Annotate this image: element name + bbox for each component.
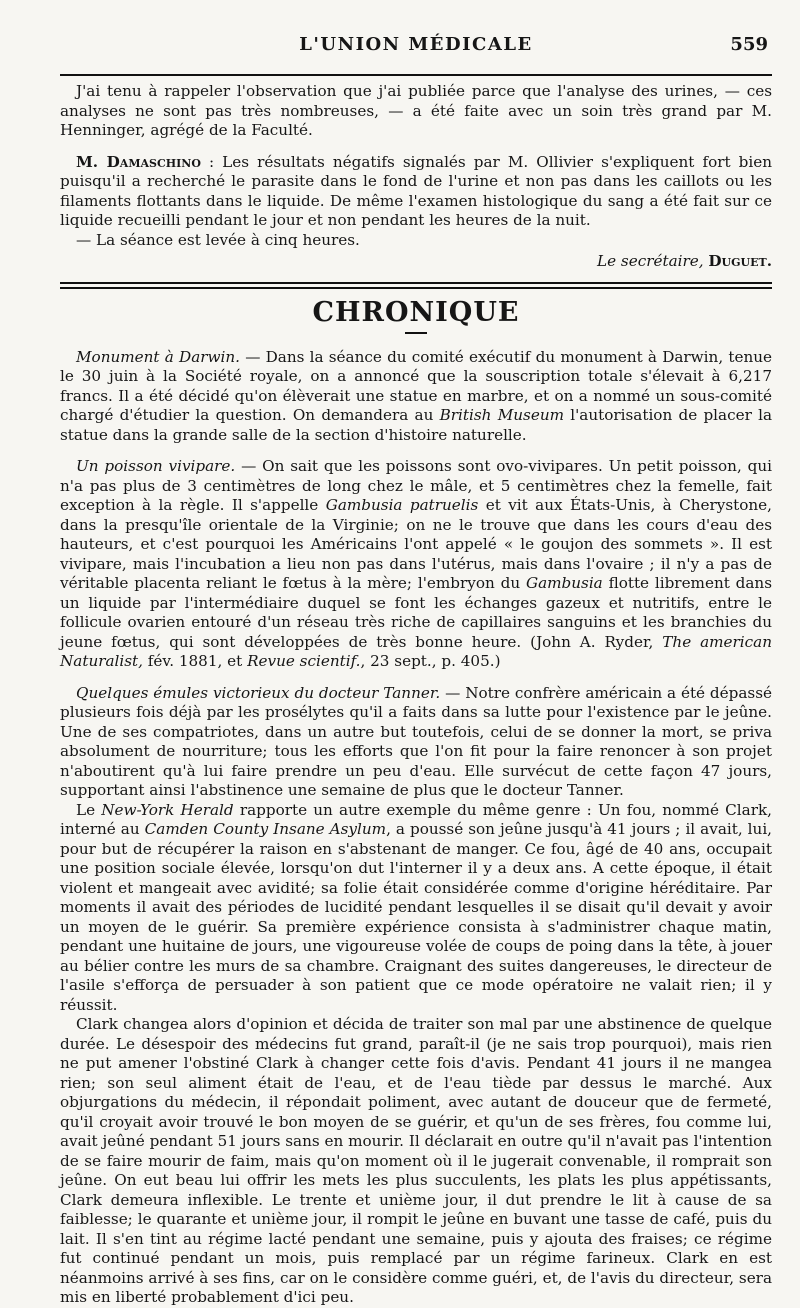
museum-name: British Museum [439, 406, 565, 424]
intro-paragraph-henninger: J'ai tenu à rappeler l'observation que j'ai publiée parce que l'analyse des urines, — ces analyses ne sont pas très nombreuses, — a été faite avec un soin très grand par M. Henninger, agrégé de la Faculté. [60, 82, 772, 139]
article-darwin-title: Monument à Darwin. [76, 347, 240, 366]
speaker-text: : Les résultats négatifs signalés par M. Ollivier s'expliquent fort bien puisqu'il a recherché le parasite dans le fond de l'urine et non pas dans les caillots ou les filaments flottants dans le liquide. De même l'examen histologique du sang a été fait sur ce liquide recueilli pendant le jour et non pendant les heures de la nuit. [60, 152, 773, 229]
signature [60, 252, 772, 272]
running-head [60, 32, 772, 66]
section-divider [60, 282, 772, 289]
article-poisson-title: Un poisson vivipare. [76, 457, 236, 475]
article-poisson-text-5: , 23 sept., p. 405.) [360, 652, 501, 670]
asylum-name: Camden County Insane Asylum [144, 820, 387, 838]
article-tanner-2c: , a poussé son jeûne jusqu'à 41 jours ; il avait, lui, pour but de récupérer la raison en s'abstenant de manger. Ce fou, âgé de 40 ans, occupait une position sociale élevée, lorsqu'on dut l'interner il y a deux ans. A cette époque, il était violent et mangeait avec avidité; sa folie était considérée comme d'origine héréditaire. Par moments il avait des périodes de lucidité pendant lesquelles il se disait qu'il devait y avoir un moyen de le guérir. Sa première expérience consista à s'administrer chaque matin, pendant une huitaine de jours, une vigoureuse volée de coups de poing dans la tête, à jouer au bélier contre les murs de sa chambre. Craignant des suites dangereuses, le directeur de l'asile s'efforça de persuader à son patient que ce mode opératoire ne valait rien; il y réussit. [60, 820, 772, 1014]
title-ornament-rule [405, 332, 427, 334]
intro-paragraph-damaschino [60, 153, 772, 231]
species-name: Gambusia patruelis [325, 496, 479, 514]
newspaper-name: New-York Herald [101, 800, 234, 819]
page-number: 559 [730, 34, 768, 55]
signature-name: Duguet. [708, 252, 772, 270]
speaker-name: M. Damaschino [76, 152, 201, 171]
article-tanner-2a: Le [76, 800, 102, 819]
genus-name: Gambusia [525, 574, 603, 592]
article-poisson [60, 457, 772, 672]
article-poisson-text-2: et vit aux États-Unis, à Cherystone, dans la presqu'île orientale de la Virginie; on ne le trouve que dans les cours d'eau des hauteurs, et c'est pourquoi les Américains l'ont appelé « le goujon des sommets ». Il est vivipare, mais l'incubation a lieu non pas dans l'utérus, mais dans l'ovaire ; il n'y a pas de véritable placenta reliant le fœtus à la mère; l'embryon du [60, 496, 772, 592]
signature-role: Le secrétaire, [597, 252, 704, 270]
article-tanner-2 [60, 801, 772, 1016]
article-darwin-text: — Dans la séance du comité exécutif du monument à Darwin, tenue le 30 juin à la Société royale, on a annoncé que la souscription totale s'élevait à 6,217 francs. Il a été décidé qu'on élèverait une statue en marbre, et on a nommé un sous-comité chargé d'étudier la question. On demandera au [60, 347, 773, 424]
article-tanner-text-1: — Notre confrère américain a été dépassé plusieurs fois déjà par les prosélytes qu'il a faits dans sa lutte pour l'existence par le jeûne. Une de ses compatriotes, dans un autre but toutefois, celui de se donner la mort, se priva absolument de nourriture; tous les efforts que l'on fit pour la faire renoncer à son projet n'aboutirent qu'à lui faire prendre un peu d'eau. Elle survécut de cette façon 47 jours, supportant ainsi l'abstinence une semaine de plus que le docteur Tanner. [60, 683, 772, 799]
article-darwin [60, 348, 772, 446]
article-poisson-text-3: flotte librement dans un liquide par l'intermédiaire duquel se font les échanges gazeux et nutritifs, entre le follicule ovarien entouré d'un réseau très riche de capillaires sanguins et les branchies du jeune fœtus, qui sont développées de très bonne heure. (John A. Ryder, [60, 574, 773, 651]
session-closing: — La séance est levée à cinq heures. [76, 230, 360, 249]
journal-name-1: The american Naturalist, [60, 632, 772, 670]
article-tanner-2b: rapporte un autre exemple du même genre : Un fou, nommé Clark, interné au [60, 800, 773, 838]
article-poisson-text-1: — On sait que les poissons sont ovo-vivipares. Un petit poisson, qui n'a pas plus de 3 centimètres de long chez le mâle, et 5 centimètres chez la femelle, fait exception à la règle. Il s'appelle [60, 457, 772, 514]
article-tanner-3: Clark changea alors d'opinion et décida de traiter son mal par une abstinence de quelque durée. Le désespoir des médecins fut grand, paraît-il (je ne sais trop pourquoi), mais rien ne put amener l'obstiné Clark à changer cette fois d'avis. Pendant 41 jours il ne mangea rien; son seul aliment était de l'eau, et de l'eau tiède par dessus le marché. Aux objurgations du médecin, il répondait poliment, avec autant de douceur que de fermeté, qu'il croyait avoir trouvé le bon moyen de se guérir, et qu'un de ses frères, fou comme lui, avait jeûné pendant 51 jours sans en mourir. Il déclarait en outre qu'il n'avait pas l'intention de se faire mourir de faim, mais qu'on moment où il le jugerait convenable, il romprait son jeûne. On eut beau lui offrir les mets les plus succulents, les plats les plus appétissants, Clark demeura inflexible. Le trente et unième jour, il dut prendre le lit à cause de sa faiblesse; le quarante et unième jour, il rompit le jeûne en buvant une tasse de café, puis du lait. Il s'en tint au régime lacté pendant une semaine, puis y ajouta des fraises; ce régime fut continué pendant un mois, puis remplacé par un régime farineux. Clark en est néanmoins arrivé à ses fins, car on le considère comme guéri, et, de l'avis du directeur, sera mis en liberté probablement d'ici peu. [60, 1015, 772, 1306]
article-tanner-1 [60, 684, 772, 801]
article-darwin-text-end: l'autorisation de placer la statue dans la grande salle de la section d'histoire naturelle. [60, 406, 773, 444]
article-poisson-text-4: fév. 1881, et [142, 652, 248, 670]
article-tanner-title: Quelques émules victorieux du docteur Tanner. [76, 683, 441, 702]
section-title: CHRONIQUE [312, 296, 520, 328]
journal-name-2: Revue scientif. [247, 652, 361, 670]
header-rule [60, 74, 772, 76]
running-title: L'UNION MÉDICALE [299, 34, 533, 55]
